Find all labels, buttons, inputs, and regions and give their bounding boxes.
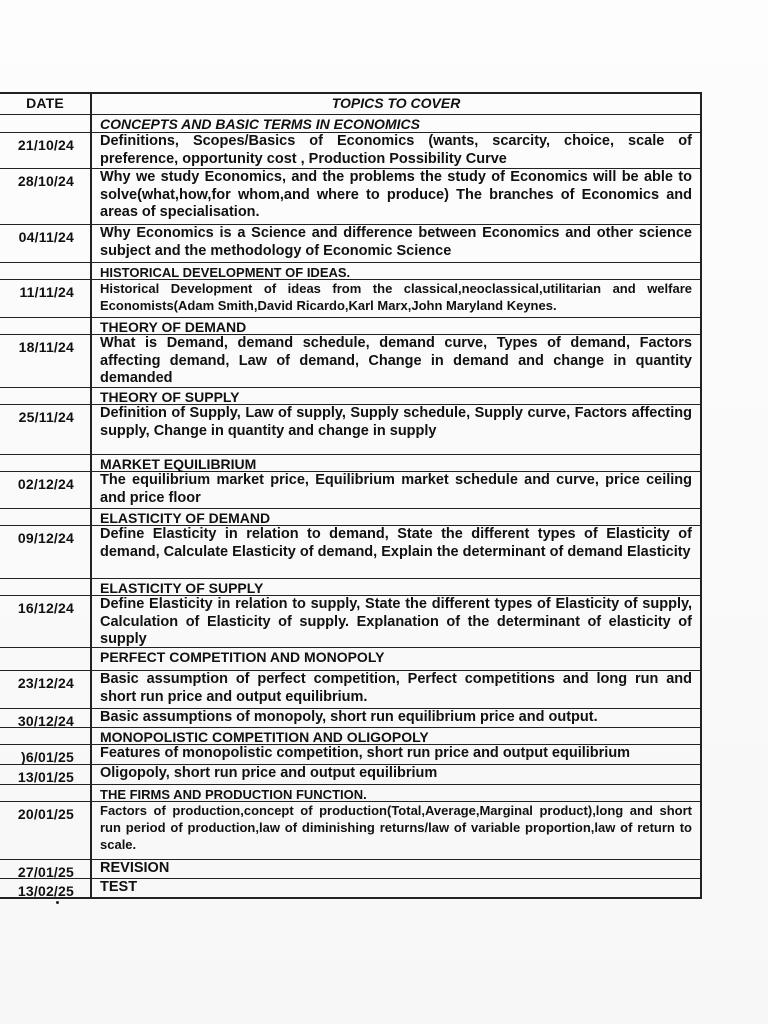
- date-cell: [0, 785, 92, 801]
- topic-cell: Factors of production,concept of production(Total,Average,Marginal product),long and short run period of production,law of diminishing returns/law of variable proportion,law of return to scale.: [100, 803, 692, 852]
- date-cell: 23/12/24: [0, 671, 92, 708]
- topic-cell: The equilibrium market price, Equilibrium market schedule and curve, price ceiling and price floor: [100, 472, 692, 506]
- stray-mark: [56, 901, 59, 904]
- date-cell: [0, 509, 92, 525]
- date-cell: [0, 318, 92, 334]
- topic-cell: REVISION: [100, 860, 170, 876]
- section-heading: MARKET EQUILIBRIUM: [100, 456, 257, 472]
- date-cell: 30/12/24: [0, 709, 92, 727]
- table-row: [0, 595, 700, 647]
- date-cell: )6/01/25: [0, 745, 92, 764]
- section-heading: ELASTICITY OF DEMAND: [100, 510, 271, 526]
- date-cell: 18/11/24: [0, 335, 92, 387]
- section-heading: PERFECT COMPETITION AND MONOPOLY: [100, 649, 385, 665]
- table-header-row: [0, 94, 700, 114]
- table-row: [0, 801, 700, 859]
- topic-cell: Historical Development of ideas from the classical,neoclassical,utilitarian and welfare Economists(Adam Smith,David Ricardo,Karl Marx,John Maryland Keynes.: [100, 281, 692, 313]
- date-cell: 21/10/24: [0, 133, 92, 168]
- table-row: [0, 764, 700, 784]
- table-row: [0, 525, 700, 578]
- section-heading-row: [0, 784, 700, 801]
- topic-cell: Oligopoly, short run price and output equilibrium: [100, 765, 438, 781]
- date-cell: [0, 579, 92, 595]
- date-cell: 11/11/24: [0, 280, 92, 317]
- table-row: [0, 744, 700, 764]
- section-heading: THEORY OF DEMAND: [100, 319, 247, 335]
- date-cell: [0, 728, 92, 744]
- schedule-table: [0, 92, 702, 899]
- table-row: [0, 878, 700, 897]
- section-heading-row: [0, 727, 700, 744]
- topic-cell: Basic assumption of perfect competition, Perfect competitions and long run and short run price and output equilibrium.: [100, 671, 692, 705]
- topic-cell: Define Elasticity in relation to supply, State the different types of Elasticity of supply, Calculation of Elasticity of supply. Explanation of the determinant of elasticity of supply: [100, 596, 692, 647]
- date-cell: [0, 648, 92, 670]
- table-row: [0, 670, 700, 708]
- section-heading-row: [0, 114, 700, 132]
- topic-cell: Features of monopolistic competition, short run price and output equilibrium: [100, 745, 631, 761]
- table-row: [0, 708, 700, 727]
- table-row: [0, 132, 700, 168]
- section-heading-row: [0, 454, 700, 471]
- date-cell: 13/02/25: [0, 879, 92, 897]
- date-cell: 25/11/24: [0, 405, 92, 454]
- date-cell: 20/01/25: [0, 802, 92, 859]
- table-row: [0, 471, 700, 508]
- section-heading: MONOPOLISTIC COMPETITION AND OLIGOPOLY: [100, 729, 429, 745]
- date-cell: [0, 263, 92, 279]
- section-heading-row: [0, 387, 700, 404]
- section-heading-row: [0, 317, 700, 334]
- section-heading: THEORY OF SUPPLY: [100, 389, 240, 405]
- topic-cell: Why Economics is a Science and difference between Economics and other science subject and the methodology of Economic Science: [100, 225, 692, 259]
- date-cell: [0, 115, 92, 132]
- date-cell: 13/01/25: [0, 765, 92, 784]
- section-heading-row: [0, 578, 700, 595]
- topic-cell: What is Demand, demand schedule, demand curve, Types of demand, Factors affecting demand, Law of demand, Change in demand and change in quantity demanded: [100, 335, 692, 386]
- section-heading-row: [0, 508, 700, 525]
- topic-cell: Why we study Economics, and the problems the study of Economics will be able to solve(what,how,for whom,and where to produce) The branches of Economics and areas of specialisation.: [100, 169, 692, 220]
- section-heading-row: [0, 647, 700, 670]
- date-cell: 09/12/24: [0, 526, 92, 578]
- topic-cell: Definition of Supply, Law of supply, Supply schedule, Supply curve, Factors affecting supply, Change in quantity and change in supply: [100, 405, 692, 439]
- topic-cell: Definitions, Scopes/Basics of Economics (wants, scarcity, choice, scale of preference, opportunity cost , Production Possibility Curve: [100, 133, 692, 167]
- date-cell: 04/11/24: [0, 225, 92, 262]
- table-row: [0, 168, 700, 224]
- topic-cell: Basic assumptions of monopoly, short run equilibrium price and output.: [100, 709, 598, 725]
- date-cell: 02/12/24: [0, 472, 92, 508]
- date-cell: 28/10/24: [0, 169, 92, 224]
- date-cell: [0, 388, 92, 404]
- date-column-header: DATE: [0, 94, 92, 114]
- date-cell: 27/01/25: [0, 860, 92, 878]
- section-heading-row: [0, 262, 700, 279]
- topic-cell: TEST: [100, 879, 138, 895]
- date-cell: [0, 455, 92, 471]
- table-row: [0, 334, 700, 387]
- section-heading: CONCEPTS AND BASIC TERMS IN ECONOMICS: [100, 116, 420, 132]
- section-heading: HISTORICAL DEVELOPMENT OF IDEAS.: [100, 265, 351, 280]
- date-cell: 16/12/24: [0, 596, 92, 647]
- section-heading: THE FIRMS AND PRODUCTION FUNCTION.: [100, 787, 367, 802]
- table-row: [0, 859, 700, 878]
- topic-cell: Define Elasticity in relation to demand, State the different types of Elasticity of demand, Calculate Elasticity of demand, Explain the determinant of demand Elasticity: [100, 526, 692, 560]
- topics-column-header: TOPICS TO COVER: [331, 95, 461, 111]
- table-row: [0, 404, 700, 454]
- section-heading: ELASTICITY OF SUPPLY: [100, 580, 264, 596]
- table-row: [0, 279, 700, 317]
- table-row: [0, 224, 700, 262]
